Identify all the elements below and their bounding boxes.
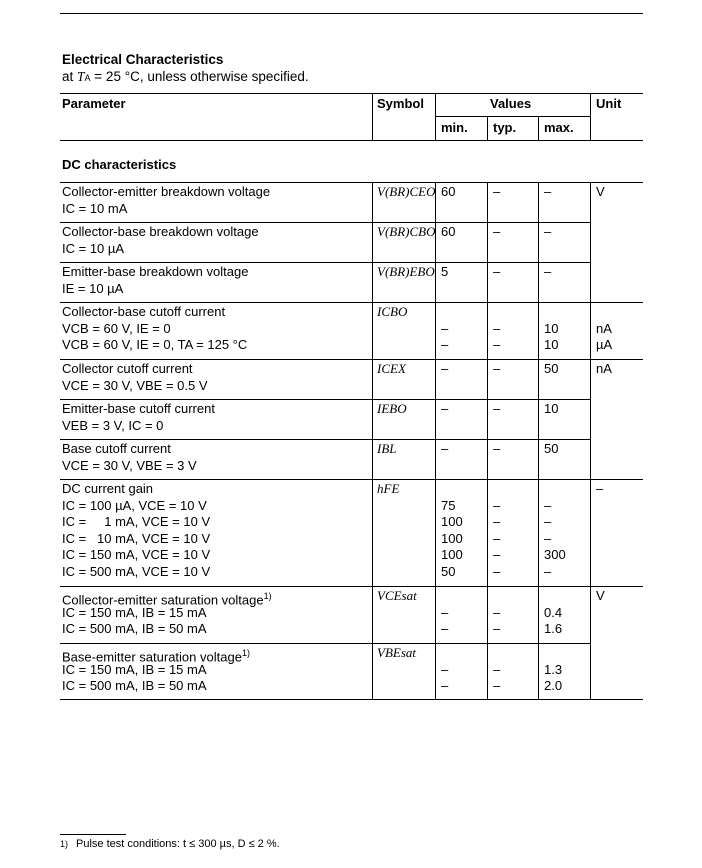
value-typ: – — [493, 514, 501, 529]
value-typ: – — [493, 184, 501, 199]
column-rule — [538, 182, 539, 222]
value-max: 50 — [544, 441, 559, 456]
values-header-rule — [435, 116, 590, 117]
column-header-unit: Unit — [596, 96, 622, 111]
footnote-ref: 1) — [241, 648, 250, 658]
column-rule — [487, 359, 488, 399]
row-rule — [60, 479, 643, 480]
parameter-name: Collector-base cutoff current — [62, 304, 226, 319]
subtitle-prefix: at — [62, 69, 78, 84]
column-rule — [435, 439, 436, 479]
value-min: – — [441, 361, 449, 376]
column-rule — [590, 262, 591, 302]
test-condition: IC = 100 µA, VCE = 10 V — [62, 497, 207, 513]
value-min: 5 — [441, 264, 449, 279]
value-max: – — [544, 264, 552, 279]
value-max: 50 — [544, 361, 559, 376]
test-condition: VCB = 60 V, IE = 0, TA = 125 °C — [62, 337, 248, 352]
column-rule — [372, 262, 373, 302]
test-condition: IC = 1 mA, VCE = 10 V — [62, 514, 211, 529]
column-rule — [487, 586, 488, 643]
parameter-name: Emitter-base cutoff current — [62, 401, 215, 416]
column-rule — [538, 586, 539, 643]
column-rule — [435, 302, 436, 359]
test-condition: VCE = 30 V, VBE = 3 V — [62, 457, 197, 473]
parameter-name: Collector-base breakdown voltage — [62, 224, 259, 239]
value-max: – — [544, 563, 552, 579]
column-rule — [538, 643, 539, 699]
value-typ: – — [493, 337, 501, 352]
row-rule — [60, 222, 590, 223]
section-title: Electrical Characteristics — [62, 52, 224, 67]
value-max: 2.0 — [544, 678, 563, 693]
value-min: 60 — [441, 224, 456, 239]
symbol: ICBO — [377, 304, 408, 319]
symbol: V(BR)EBO — [377, 264, 435, 279]
value-typ: – — [493, 530, 501, 546]
symbol: V(BR)CBO — [377, 224, 436, 239]
column-rule — [435, 643, 436, 699]
test-condition: IC = 10 mA — [62, 200, 128, 216]
column-header-parameter: Parameter — [62, 96, 126, 111]
value-typ: – — [493, 497, 501, 513]
value-typ: – — [493, 224, 501, 239]
symbol: ICEX — [377, 361, 406, 376]
subtitle-variable-subscript: A — [84, 73, 91, 83]
value-min: 60 — [441, 184, 456, 199]
value-typ: – — [493, 401, 501, 416]
column-rule — [372, 302, 373, 359]
column-rule — [538, 479, 539, 586]
column-rule — [487, 439, 488, 479]
value-typ: – — [493, 320, 501, 336]
symbol: IBL — [377, 441, 397, 456]
value-min: 100 — [441, 547, 463, 562]
value-typ: – — [493, 547, 501, 562]
column-rule — [435, 479, 436, 586]
column-rule — [590, 479, 591, 586]
column-header-symbol: Symbol — [377, 96, 424, 111]
column-rule — [372, 643, 373, 699]
column-rule — [590, 643, 591, 699]
value-max: – — [544, 514, 552, 529]
column-rule — [590, 222, 591, 262]
value-typ: – — [493, 604, 501, 620]
header-column-rule — [487, 116, 488, 140]
parameter-name: DC current gain — [62, 481, 154, 496]
value-min: 100 — [441, 530, 463, 546]
value-max: – — [544, 224, 552, 239]
column-rule — [590, 359, 591, 399]
test-condition: VEB = 3 V, IC = 0 — [62, 417, 164, 433]
parameter-name: Base-emitter saturation voltage$^{1)}$ — [62, 648, 250, 665]
column-rule — [372, 439, 373, 479]
header-column-rule — [435, 93, 436, 140]
value-typ: – — [493, 264, 501, 279]
column-rule — [372, 182, 373, 222]
value-min: – — [441, 320, 449, 336]
parameter-name: Collector-emitter breakdown voltage — [62, 184, 271, 199]
value-unit: – — [596, 481, 604, 496]
column-header-typ: typ. — [493, 120, 517, 135]
column-rule — [372, 359, 373, 399]
header-column-rule — [372, 93, 373, 140]
column-header-values: Values — [490, 96, 532, 111]
column-rule — [590, 302, 591, 359]
value-max: 1.6 — [544, 621, 563, 636]
column-rule — [487, 643, 488, 699]
parameter-name: Emitter-base breakdown voltage — [62, 264, 249, 279]
header-column-rule — [590, 93, 591, 140]
value-typ: – — [493, 563, 501, 579]
column-rule — [435, 586, 436, 643]
parameter-name: Collector-emitter saturation voltage$^{1)}$ — [62, 591, 272, 608]
column-rule — [538, 399, 539, 439]
footnote — [60, 838, 280, 850]
symbol: V(BR)CEO — [377, 184, 436, 199]
subtitle-variable: T — [77, 69, 85, 84]
header-column-rule — [538, 116, 539, 140]
value-min: 100 — [441, 514, 463, 529]
value-max: – — [544, 530, 552, 546]
value-max: 10 — [544, 401, 559, 416]
header-bottom-rule — [60, 140, 643, 141]
column-header-max: max. — [544, 120, 574, 135]
footnote-text: Pulse test conditions: t ≤ 300 µs, D ≤ 2 %. — [76, 838, 280, 850]
value-unit: nA — [596, 361, 612, 376]
value-typ: – — [493, 441, 501, 456]
table-bottom-rule — [60, 699, 643, 700]
column-rule — [590, 182, 591, 222]
parameter-name: Base cutoff current — [62, 441, 171, 456]
column-rule — [538, 359, 539, 399]
test-condition: IE = 10 µA — [62, 280, 124, 296]
test-condition: IC = 10 mA, VCE = 10 V — [62, 530, 211, 546]
column-rule — [487, 182, 488, 222]
test-condition: IC = 500 mA, IB = 50 mA — [62, 678, 207, 693]
value-min: 50 — [441, 563, 456, 579]
value-typ: – — [493, 621, 501, 636]
column-rule — [435, 262, 436, 302]
symbol: VCEsat — [377, 588, 417, 603]
value-max: 0.4 — [544, 604, 563, 620]
value-max: 1.3 — [544, 661, 563, 677]
column-rule — [435, 399, 436, 439]
row-rule — [60, 643, 590, 644]
value-unit: V — [596, 184, 605, 199]
test-condition: IC = 150 mA, IB = 15 mA — [62, 604, 207, 620]
column-rule — [487, 399, 488, 439]
row-rule — [60, 399, 590, 400]
column-rule — [372, 586, 373, 643]
row-rule — [60, 439, 590, 440]
column-rule — [487, 222, 488, 262]
value-min: – — [441, 441, 449, 456]
value-min: – — [441, 621, 449, 636]
column-rule — [590, 439, 591, 479]
value-min: 75 — [441, 497, 456, 513]
footnote-mark: 1) — [60, 839, 69, 849]
value-min: – — [441, 678, 449, 693]
column-rule — [435, 359, 436, 399]
column-rule — [372, 222, 373, 262]
symbol: hFE — [377, 481, 400, 496]
value-min: – — [441, 337, 449, 352]
test-condition: IC = 10 µA — [62, 240, 125, 256]
value-unit: nA — [596, 320, 612, 336]
column-rule — [538, 439, 539, 479]
test-condition: VCB = 60 V, IE = 0 — [62, 320, 171, 336]
column-rule — [487, 479, 488, 586]
column-header-min: min. — [441, 120, 468, 135]
column-rule — [538, 262, 539, 302]
footnote-ref: 1) — [263, 591, 272, 601]
row-rule — [60, 359, 643, 360]
symbol: VBEsat — [377, 645, 416, 660]
test-condition: IC = 500 mA, VCE = 10 V — [62, 563, 211, 579]
section-label: DC characteristics — [62, 157, 177, 172]
value-typ: – — [493, 661, 501, 677]
top-rule — [60, 13, 643, 14]
column-rule — [590, 586, 591, 643]
value-typ: – — [493, 361, 501, 376]
header-top-rule — [60, 93, 643, 94]
value-unit: µA — [596, 337, 613, 352]
test-condition: VCE = 30 V, VBE = 0.5 V — [62, 377, 208, 393]
value-max: 300 — [544, 547, 566, 562]
row-rule — [60, 182, 643, 183]
value-max: – — [544, 184, 552, 199]
value-max: 10 — [544, 320, 559, 336]
column-rule — [590, 399, 591, 439]
column-rule — [372, 479, 373, 586]
parameter-name: Collector cutoff current — [62, 361, 193, 376]
value-unit: V — [596, 588, 605, 603]
subtitle-suffix: = 25 °C, unless otherwise specified. — [90, 69, 309, 84]
row-rule — [60, 262, 590, 263]
column-rule — [538, 222, 539, 262]
column-rule — [372, 399, 373, 439]
test-condition: IC = 500 mA, IB = 50 mA — [62, 621, 207, 636]
test-condition: IC = 150 mA, IB = 15 mA — [62, 661, 207, 677]
value-min: – — [441, 401, 449, 416]
value-typ: – — [493, 678, 501, 693]
row-rule — [60, 586, 643, 587]
row-rule — [60, 302, 643, 303]
symbol: IEBO — [377, 401, 407, 416]
column-rule — [487, 262, 488, 302]
column-rule — [538, 302, 539, 359]
footnote-rule — [60, 834, 126, 835]
value-min: – — [441, 604, 449, 620]
value-max: – — [544, 497, 552, 513]
value-max: 10 — [544, 337, 559, 352]
section-subtitle — [62, 69, 309, 85]
test-condition: IC = 150 mA, VCE = 10 V — [62, 547, 211, 562]
column-rule — [487, 302, 488, 359]
value-min: – — [441, 661, 449, 677]
